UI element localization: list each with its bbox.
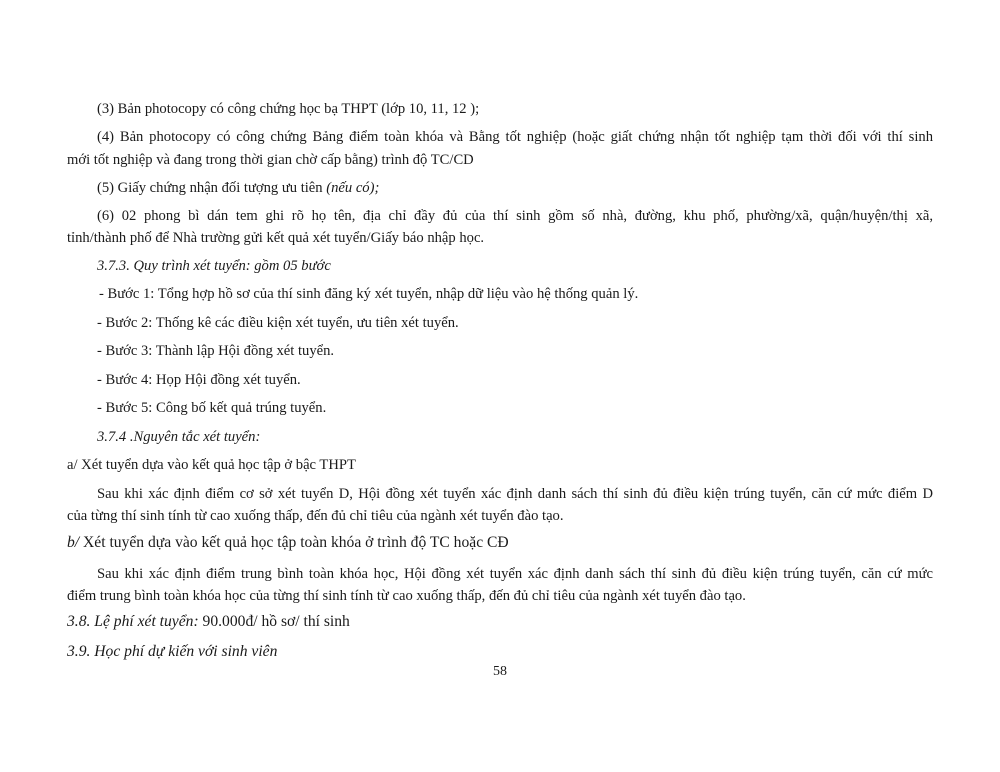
page-number: 58: [493, 664, 507, 679]
step-5: - Bước 5: Công bố kết quả trúng tuyển.: [97, 400, 327, 416]
step-4: - Bước 4: Họp Hội đồng xét tuyển.: [97, 372, 301, 388]
item-6-line-1: (6) 02 phong bì dán tem ghi rõ họ tên, địa chỉ đầy đủ của thí sinh gồm số nhà, đường, khu phố, phường/xã, quận/huyện/thị xã,: [97, 208, 933, 224]
section-b-line-1: Sau khi xác định điểm trung bình toàn khóa học, Hội đồng xét tuyển xác định danh sách thí sinh đủ điều kiện trúng tuyển, căn cứ mức: [97, 566, 933, 582]
section-a-heading: a/ Xét tuyển dựa vào kết quả học tập ở bậc THPT: [67, 457, 356, 473]
section-b-line-2: điểm trung bình toàn khóa học của từng thí sinh tính từ cao xuống thấp, đến đủ chỉ tiêu của ngành xét tuyển đào tạo.: [67, 588, 746, 604]
section-38-label: 3.8. Lệ phí xét tuyển:: [67, 613, 199, 630]
section-a-line-1: Sau khi xác định điểm cơ sở xét tuyển D, Hội đồng xét tuyển xác định danh sách thí sinh đủ điều kiện trúng tuyển, căn cứ mức điểm D: [97, 486, 933, 502]
section-38: [67, 613, 933, 631]
section-b-heading: [67, 534, 933, 552]
item-4-line-1: (4) Bản photocopy có công chứng Bảng điểm toàn khóa và Bằng tốt nghiệp (hoặc giất chứng nhận tốt nghiệp tạm thời đối với thí sinh: [97, 129, 933, 145]
section-b-title: Xét tuyển dựa vào kết quả học tập toàn khóa ở trình độ TC hoặc CĐ: [79, 534, 509, 551]
section-39-heading: 3.9. Học phí dự kiến với sinh viên: [67, 643, 278, 660]
step-1: - Bước 1: Tổng hợp hồ sơ của thí sinh đăng ký xét tuyển, nhập dữ liệu vào hệ thống quản lý.: [99, 286, 639, 302]
item-4-line-2: mới tốt nghiệp và đang trong thời gian chờ cấp bằng) trình độ TC/CD: [67, 152, 474, 168]
step-2: - Bước 2: Thống kê các điều kiện xét tuyển, ưu tiên xét tuyển.: [97, 315, 459, 331]
item-5: [97, 179, 963, 197]
item-3: (3) Bản photocopy có công chứng học bạ THPT (lớp 10, 11, 12 );: [97, 101, 480, 117]
section-373-heading: 3.7.3. Quy trình xét tuyển: gồm 05 bước: [97, 258, 331, 274]
item-5-note: (nếu có);: [326, 180, 380, 196]
section-38-value: 90.000đ/ hồ sơ/ thí sinh: [198, 613, 350, 630]
step-3: - Bước 3: Thành lập Hội đồng xét tuyển.: [97, 343, 335, 359]
section-374-heading: 3.7.4 .Nguyên tắc xét tuyển:: [97, 429, 261, 445]
section-b-prefix: b/: [67, 534, 80, 551]
section-a-line-2: của từng thí sinh tính từ cao xuống thấp, đến đủ chỉ tiêu của ngành xét tuyển đào tạo.: [67, 508, 564, 524]
item-6-line-2: tỉnh/thành phố để Nhà trường gửi kết quả xét tuyển/Giấy báo nhập học.: [67, 230, 485, 246]
item-5-text: (5) Giấy chứng nhận đối tượng ưu tiên: [97, 180, 327, 196]
